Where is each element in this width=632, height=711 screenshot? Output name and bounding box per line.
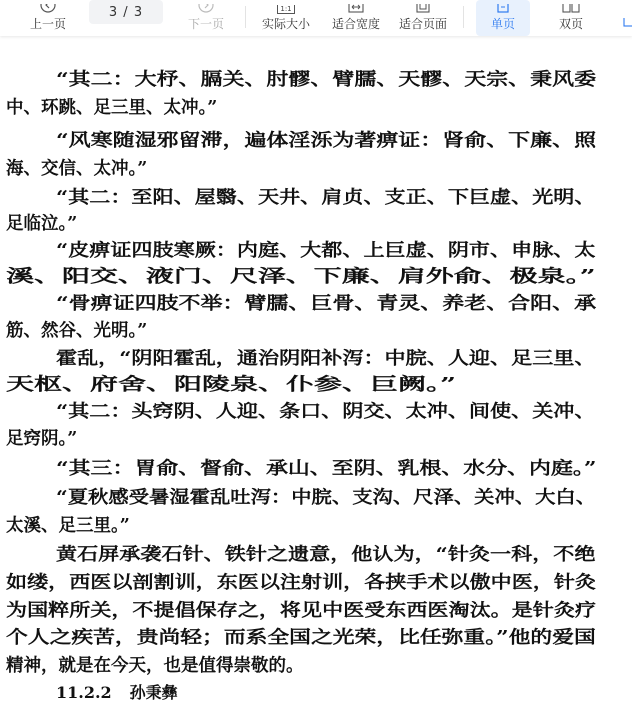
text-line: “其三：胃俞、督俞、承山、至阴、乳根、水分、内庭。” <box>56 459 597 479</box>
fit-width-icon <box>348 4 364 14</box>
single-page-button[interactable] <box>476 0 530 36</box>
more-icon <box>622 18 632 28</box>
text-line: 海、交信、太冲。” <box>6 159 148 179</box>
actual-size-icon: 1:1 <box>277 5 294 14</box>
single-page-icon <box>497 4 509 14</box>
next-page-label: 下一页 <box>187 17 224 31</box>
text-line: 如缕，西医以剖割训，东医以注射训，各挟手术以傲中医，针灸 <box>6 573 596 593</box>
double-page-label: 双页 <box>558 17 583 31</box>
pdf-toolbar <box>0 0 632 36</box>
text-line: 黄石屏承袭石针、铁针之遗意，他认为，“针灸一科，不绝 <box>56 545 596 565</box>
double-page-icon <box>562 4 580 14</box>
chevron-right-icon <box>198 4 214 14</box>
text-line: “其二：大杼、膈关、肘髎、臂臑、天髎、天宗、秉风委 <box>56 70 597 90</box>
prev-page-label: 上一页 <box>29 17 66 31</box>
actual-size-label: 实际大小 <box>261 17 310 31</box>
section-number: 11.2.2 <box>56 683 112 702</box>
document-page <box>0 36 632 711</box>
fit-page-icon <box>415 4 431 14</box>
fit-width-label: 适合宽度 <box>331 17 380 31</box>
text-line: “夏秋感受暑湿霍乱吐泻：中脘、支沟、尺泽、关冲、大白、 <box>56 488 597 508</box>
page-indicator[interactable]: 3 / 3 <box>89 0 163 24</box>
toolbar-divider <box>463 6 464 28</box>
text-line: 个人之疾苦，贵尚轻；而系全国之光荣，比任弥重。”他的爱国 <box>6 628 596 648</box>
text-line: 为国粹所关，不提倡保存之，将见中医受东西医淘汰。是针灸疗 <box>6 601 596 621</box>
toolbar-divider <box>245 6 246 28</box>
text-line: “皮痹证四肢寒厥：内庭、大都、上巨虚、阴市、申脉、太 <box>56 241 596 261</box>
text-line: 精神，就是在今天，也是值得崇敬的。 <box>6 656 304 676</box>
single-page-label: 单页 <box>490 17 515 31</box>
section-title: 孙秉彝 <box>129 683 178 702</box>
text-line: 太溪、足三里。” <box>6 516 130 536</box>
text-line: 溪、阳交、液门、尺泽、下廉、肩外俞、极泉。” <box>6 267 596 287</box>
chevron-left-icon <box>40 4 56 14</box>
text-line: 筋、然谷、光明。” <box>6 321 148 341</box>
more-tools-button[interactable] <box>622 0 632 36</box>
actual-size-button[interactable] <box>256 0 316 36</box>
text-line: “其二：至阳、屋翳、天井、肩贞、支正、下巨虚、光明、 <box>56 188 596 208</box>
double-page-button[interactable] <box>544 0 598 36</box>
text-line: 霍乱，“阴阳霍乱，通治阴阳补泻：中脘、人迎、足三里、 <box>56 349 596 369</box>
text-line: “风寒随湿邪留滞，遍体淫泺为著痹证：肾俞、下廉、照 <box>56 131 597 151</box>
fit-page-button[interactable] <box>393 0 453 36</box>
text-line: 中、环跳、足三里、太冲。” <box>6 98 218 118</box>
fit-width-button[interactable] <box>326 0 386 36</box>
text-line: 足窍阴。” <box>6 429 78 449</box>
next-page-button[interactable] <box>180 0 232 36</box>
fit-page-label: 适合页面 <box>398 17 447 31</box>
section-heading <box>56 680 178 703</box>
text-line: “骨痹证四肢不举：臂臑、巨骨、青灵、养老、合阳、承 <box>56 294 597 314</box>
text-line: 天枢、府舍、阳陵泉、仆参、巨阙。” <box>6 375 457 395</box>
text-line: “其二：头窍阴、人迎、条口、阴交、太冲、间使、关冲、 <box>56 402 596 422</box>
prev-page-button[interactable] <box>22 0 74 36</box>
text-line: 足临泣。” <box>6 214 78 234</box>
